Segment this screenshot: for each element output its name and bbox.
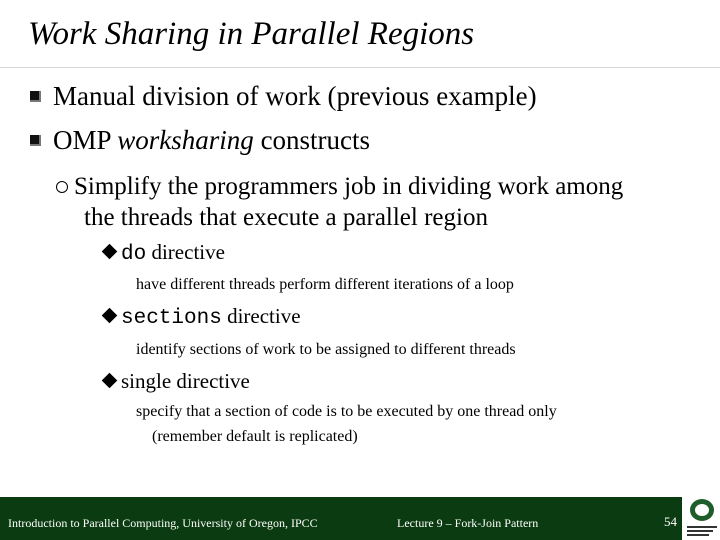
directive-suffix: directive — [221, 304, 301, 328]
directive-do — [102, 239, 225, 268]
square-bullet-icon — [30, 135, 41, 146]
square-bullet-icon — [30, 91, 41, 102]
directive-single — [102, 368, 250, 394]
slide-title: Work Sharing in Parallel Regions — [28, 16, 475, 52]
logo-wordmark-line — [687, 526, 717, 528]
diamond-bullet-icon — [102, 244, 118, 260]
bullet-text: Manual division of work (previous example) — [53, 81, 537, 111]
bullet-omp-worksharing — [30, 124, 370, 156]
logo-wordmark-line — [687, 534, 709, 536]
footer-course: Introduction to Parallel Computing, University of Oregon, IPCC — [8, 516, 318, 530]
diamond-bullet-icon — [102, 373, 118, 389]
university-logo — [684, 497, 720, 540]
footer-lecture: Lecture 9 – Fork-Join Pattern — [397, 516, 539, 530]
sub-bullet-simplify — [56, 171, 716, 203]
directive-suffix: directive — [146, 240, 225, 264]
directive-keyword: single — [121, 369, 172, 393]
directive-keyword: do — [121, 243, 147, 266]
logo-wordmark-line — [687, 530, 713, 532]
directive-suffix: directive — [171, 369, 250, 393]
circle-bullet-icon — [56, 181, 68, 193]
sub-bullet-continuation — [84, 202, 720, 234]
logo-o-mark — [690, 499, 714, 521]
page-number: 54 — [664, 514, 677, 529]
directive-keyword: sections — [121, 307, 222, 330]
bullet-text-em: worksharing — [117, 125, 254, 155]
directive-single-desc: specify that a section of code is to be executed by one thread only — [136, 403, 557, 420]
directive-do-desc: have different threads perform different iterations of a loop — [136, 276, 514, 293]
directive-sections-desc: identify sections of work to be assigned to different threads — [136, 341, 516, 358]
bullet-text-pre: OMP — [53, 125, 118, 155]
sub-line-2: the threads that execute a parallel region — [84, 204, 488, 231]
directive-single-desc-note: (remember default is replicated) — [152, 428, 358, 445]
bullet-manual-division — [30, 80, 537, 112]
sub-line-1: Simplify the programmers job in dividing work among — [74, 173, 624, 200]
directive-sections — [102, 303, 301, 332]
bullet-text-post: constructs — [253, 125, 371, 155]
diamond-bullet-icon — [102, 308, 118, 324]
title-divider — [0, 67, 720, 68]
